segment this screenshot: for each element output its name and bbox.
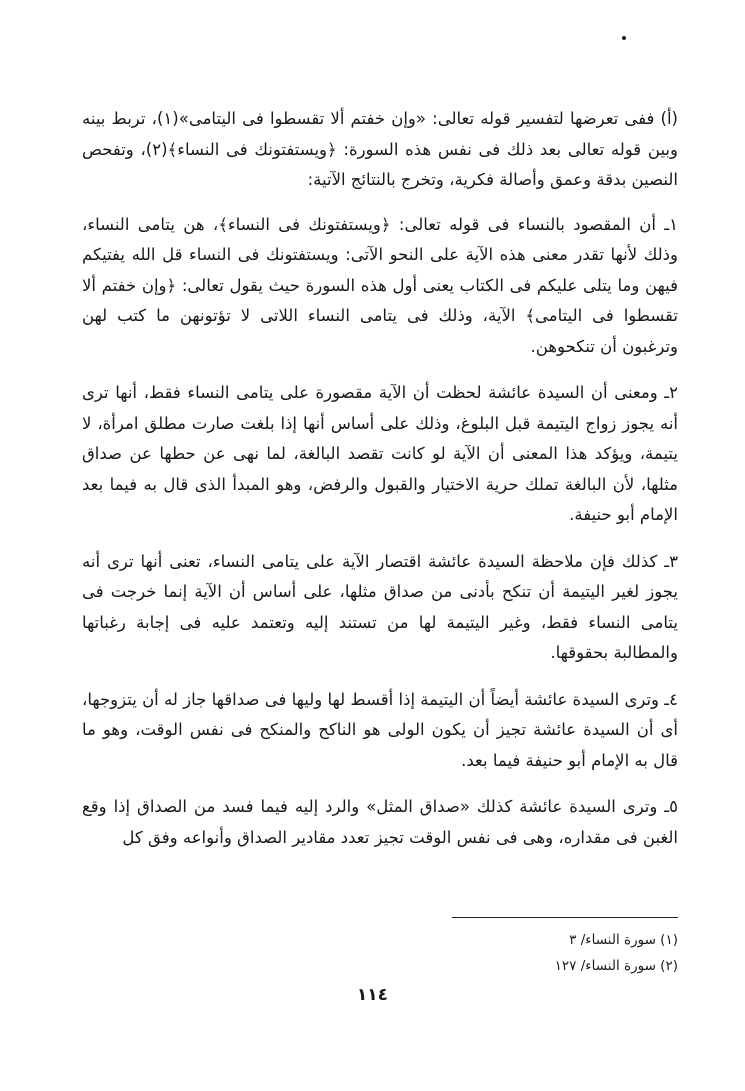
paragraph-point-1: ١ـ أن المقصود بالنساء فى قوله تعالى: ﴿ويستفتونك فى النساء﴾، هن يتامى النساء، وذلك لأنها تقدر معنى هذه الآية على النحو الآتى: ويستفتونك فى النساء قل الله يفتيكم فيهن وما يتلى عليكم فى الكتاب يعنى أول هذه السورة حيث يقول تعالى: ﴿وإن خفتم ألا تقسطوا فى اليتامى﴾ الآية، وذلك فى يتامى النساء اللاتى لا تؤتونهن ما كتب لهن وترغبون أن تنكحوهن. (82, 214, 678, 356)
body-text (82, 104, 678, 869)
paragraph-intro: (أ) ففى تعرضها لتفسير قوله تعالى: «وإن خفتم ألا تقسطوا فى اليتامى»(١)، تربط بينه وبين قوله تعالى بعد ذلك فى نفس هذه السورة: ﴿ويستفتونك فى النساء﴾(٢)، وتفحص النصين بدقة وعمق وأصالة فكرية، وتخرج بالنتائج الآتية: (82, 109, 678, 189)
footnote-2: (٢) سورة النساء/ ١٢٧ (554, 958, 678, 974)
footnote-divider (452, 917, 678, 918)
paragraph-point-2: ٢ـ ومعنى أن السيدة عائشة لحظت أن الآية مقصورة على يتامى النساء فقط، أنها ترى أنه يجوز زواج اليتيمة قبل البلوغ، وذلك على أساس أنها إذا بلغت صارت مطلق امرأة، لا يتيمة، ويؤكد هذا المعنى أن الآية لو كانت تقصد البالغة، لما نهى عن حطها عن صداق مثلها، لأن البالغة تملك حرية الاختيار والقبول والرفض، وهو المبدأ الذى قال به فيما بعد الإمام أبو حنيفة. (82, 383, 678, 524)
page-number: ١١٤ (356, 985, 389, 1005)
paragraph-point-3: ٣ـ كذلك فإن ملاحظة السيدة عائشة اقتصار الآية على يتامى النساء، تعنى أنها ترى أنه يجوز لغير اليتيمة أن تنكح بأدنى من صداق مثلها، على أساس أن الآية إنما خرجت فى يتامى النساء فقط، وغير اليتيمة لها من تستند إليه وتعتمد عليه فى إجابة رغباتها والمطالبة بحقوقها. (82, 551, 678, 662)
footnotes (300, 927, 678, 979)
paragraph-point-4: ٤ـ وترى السيدة عائشة أيضاً أن اليتيمة إذا أقسط لها وليها فى صداقها جاز له أن يتزوجها، أى أن السيدة عائشة تجيز أن يكون الولى هو الناكح والمنكح فى نفس الوقت، وهو ما قال به الإمام أبو حنيفة فيما بعد. (82, 689, 678, 770)
paragraph-point-5: ٥ـ وترى السيدة عائشة كذلك «صداق المثل» والرد إليه فيما فسد من الصداق إذا وقع الغبن فى مقداره، وهى فى نفس الوقت تجيز تعدد مقادير الصداق وأنواعه وفق كل (82, 797, 678, 847)
footnote-1: (١) سورة النساء/ ٣ (569, 932, 678, 948)
page-mark (622, 36, 626, 40)
